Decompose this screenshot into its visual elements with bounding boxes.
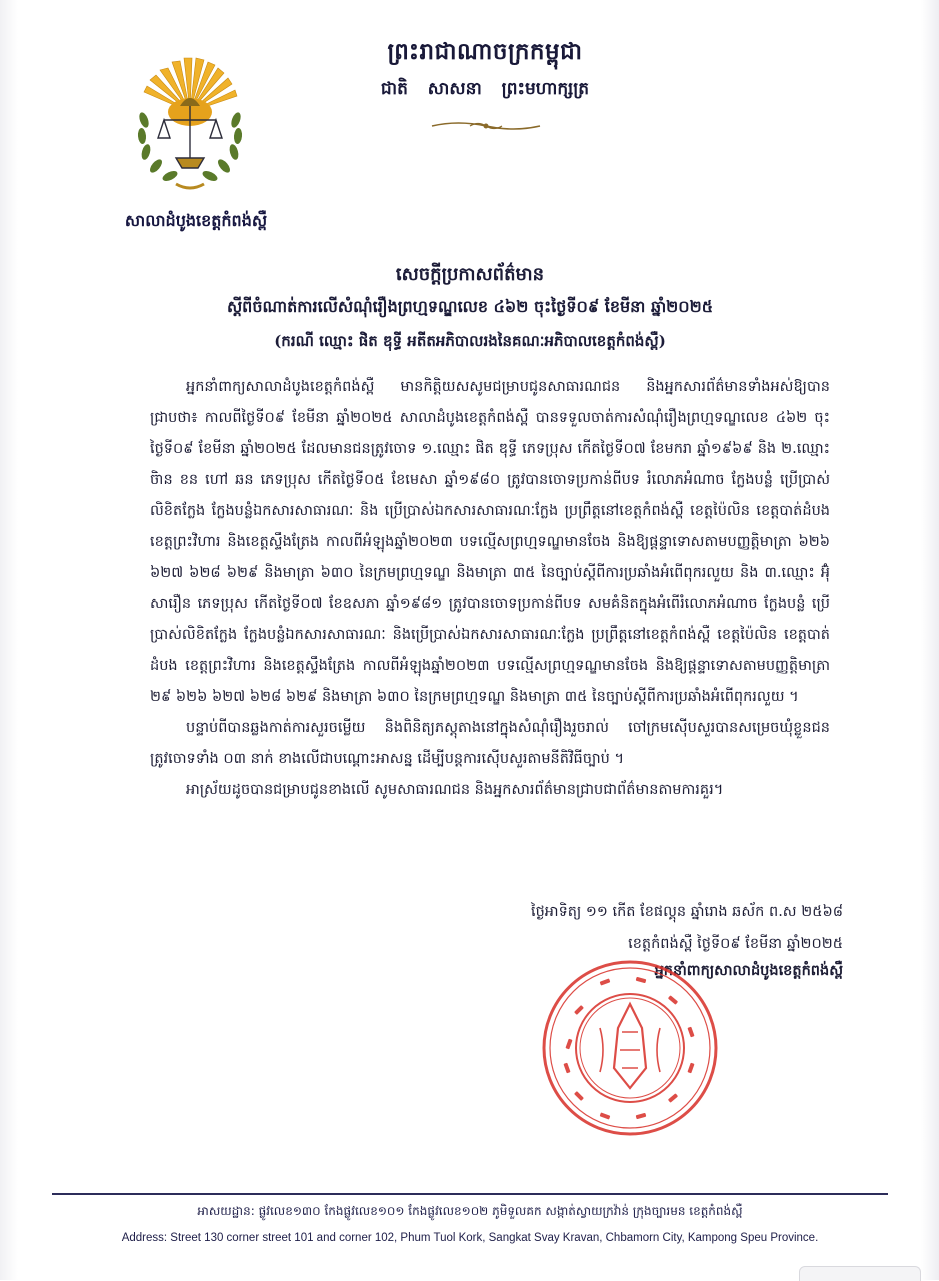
kingdom-title: ព្រះរាជាណាចក្រកម្ពុជា: [387, 38, 583, 65]
footer-address-english: Address: Street 130 corner street 101 and corner 102, Phum Tuol Kork, Sangkat Svay Kravan, Chbamorn City, Kampong Speu Province.: [121, 1232, 819, 1244]
official-seal-icon: [540, 958, 720, 1138]
paragraph-1: អ្នកនាំពាក្យសាលាដំបូងខេត្តកំពង់ស្ពឺ មានកិត្តិយសសូមជម្រាបជូនសាធារណជន និងអ្នកសារព័ត៌មានទាំងអស់ឱ្យបានជ្រាបថា៖ កាលពីថ្ងៃទី០៩ ខែមីនា ឆ្នាំ២០២៥ សាលាដំបូងខេត្តកំពង់ស្ពឺ បានទទួលចាត់ការសំណុំរឿងព្រហ្មទណ្ឌលេខ ៤៦២ ចុះថ្ងៃទី០៩ ខែមីនា ឆ្នាំ២០២៥ ដែលមានជនត្រូវចោទ ១.ឈ្មោះ ផិត ឌុទ្ធី ភេទប្រុស កើតថ្ងៃទី០៧ ខែមករា ឆ្នាំ១៩៦៩ និង ២.ឈ្មោះ ចិាន ខន ហៅ ឆន ភេទប្រុស កើតថ្ងៃទី០៥ ខែមេសា ឆ្នាំ១៩៨០ ត្រូវបានចោទប្រកាន់ពីបទ រំលោភអំណាច ក្លែងបន្លំ ប្រើប្រាស់លិខិតក្លែង ក្លែងបន្លំឯកសារសាធារណៈ និង ប្រើប្រាស់ឯកសារសាធារណៈក្លែង ប្រព្រឹត្តនៅខេត្តកំពង់ស្ពឺ ខេត្តប៉ៃលិន ខេត្តបាត់ដំបង ខេត្តព្រះវិហារ និងខេត្តស្ទឹងត្រែង កាលពីអំឡុងឆ្នាំ២០២៣ បទល្មើសព្រហ្មទណ្ឌមានចែង និងឱ្យផ្ដន្ទាទោសតាមបញ្ញត្តិមាត្រា ៦២៦ ៦២៧ ៦២៨ ៦២៩ និងមាត្រា ៦៣០ នៃក្រមព្រហ្មទណ្ឌ និងមាត្រា ៣៥ នៃច្បាប់ស្ដីពីការប្រឆាំងអំពើពុករលួយ និង ៣.ឈ្មោះ អ៊ុំ សារឿន ភេទប្រុស កើតថ្ងៃទី០៧ ខែឧសភា ឆ្នាំ១៩៨១ ត្រូវបានចោទប្រកាន់ពីបទ សមគំនិតក្នុងអំពើរំលោភអំណាច ក្លែងបន្លំ ប្រើប្រាស់លិខិតក្លែង ក្លែងបន្លំឯកសារសាធារណៈ និងប្រើប្រាស់ឯកសារសាធារណៈក្លែង ប្រព្រឹត្តនៅខេត្តកំពង់ស្ពឺ ខេត្តប៉ៃលិន ខេត្តបាត់ដំបង ខេត្តព្រះវិហារ និងខេត្តស្ទឹងត្រែង កាលពីអំឡុងឆ្នាំ២០២៣ បទល្មើសព្រហ្មទណ្ឌមានចែង និងឱ្យផ្ដន្ទាទោសតាមបញ្ញត្តិមាត្រា ២៩ ៦២៦ ៦២៧ ៦២៨ ៦២៩ និងមាត្រា ៦៣០ នៃក្រមព្រហ្មទណ្ឌ និងមាត្រា ៣៥ នៃច្បាប់ស្ដីពីការប្រឆាំងអំពើពុករលួយ ។: [150, 379, 830, 705]
lunar-date: ថ្ងៃអាទិត្យ ១១ កើត ខែផល្គុន ឆ្នាំរោង ឆស័ក ព.ស ២៥៦៨: [530, 904, 843, 920]
announcement-body: [150, 372, 830, 806]
paragraph-3: អាស្រ័យដូចបានជម្រាបជូនខាងលើ សូមសាធារណជន និងអ្នកសារព័ត៌មានជ្រាបជាព័ត៌មានតាមការគួរ។: [186, 782, 724, 798]
national-motto: ជាតិ សាសនា ព្រះមហាក្សត្រ: [380, 79, 590, 99]
signatory-title: អ្នកនាំពាក្យសាលាដំបូងខេត្តកំពង់ស្ពឺ: [654, 962, 843, 979]
document-subtitle: ស្ដីពីចំណាត់ការលើសំណុំរឿងព្រហ្មទណ្ឌលេខ ៤៦២ ចុះថ្ងៃទី០៩ ខែមីនា ឆ្នាំ២០២៥: [226, 297, 714, 316]
document-title: សេចក្ដីប្រកាសព័ត៌មាន: [395, 264, 545, 285]
divider-ornament-icon: [430, 118, 542, 134]
footer-divider: [52, 1193, 888, 1195]
footer-address-khmer: អាសយដ្ឋាន: ផ្លូវលេខ១៣០ កែងផ្លូវលេខ១០១ កែងផ្លូវលេខ១០២ ភូមិទួលគក សង្កាត់ស្វាយក្រវ៉ាន់ ក្រុងច្បារមន ខេត្តកំពង់ស្ពឺ: [197, 1204, 743, 1218]
corner-tab: [799, 1266, 921, 1281]
paragraph-2: បន្ទាប់ពីបានឆ្លងកាត់ការសួរចម្លើយ និងពិនិត្យភស្តុតាងនៅក្នុងសំណុំរឿងរួចរាល់ ចៅក្រមស៊ើបសួរបានសម្រេចឃុំខ្លួនជនត្រូវចោទទាំង ០៣ នាក់ ខាងលើជាបណ្ដោះអាសន្ន ដើម្បីបន្តការស៊ើបសួរតាមនីតិវិធីច្បាប់ ។: [150, 720, 830, 767]
court-name: សាលាដំបូងខេត្តកំពង់ស្ពឺ: [124, 211, 268, 230]
place-date: ខេត្តកំពង់ស្ពឺ ថ្ងៃទី០៩ ខែមីនា ឆ្នាំ២០២៥: [628, 936, 843, 952]
court-emblem-icon: [120, 50, 260, 200]
case-description: (ករណី ឈ្មោះ ផិត ឌុទ្ធី អតីតអភិបាលរងនៃគណៈអភិបាលខេត្តកំពង់ស្ពឺ): [274, 332, 666, 350]
